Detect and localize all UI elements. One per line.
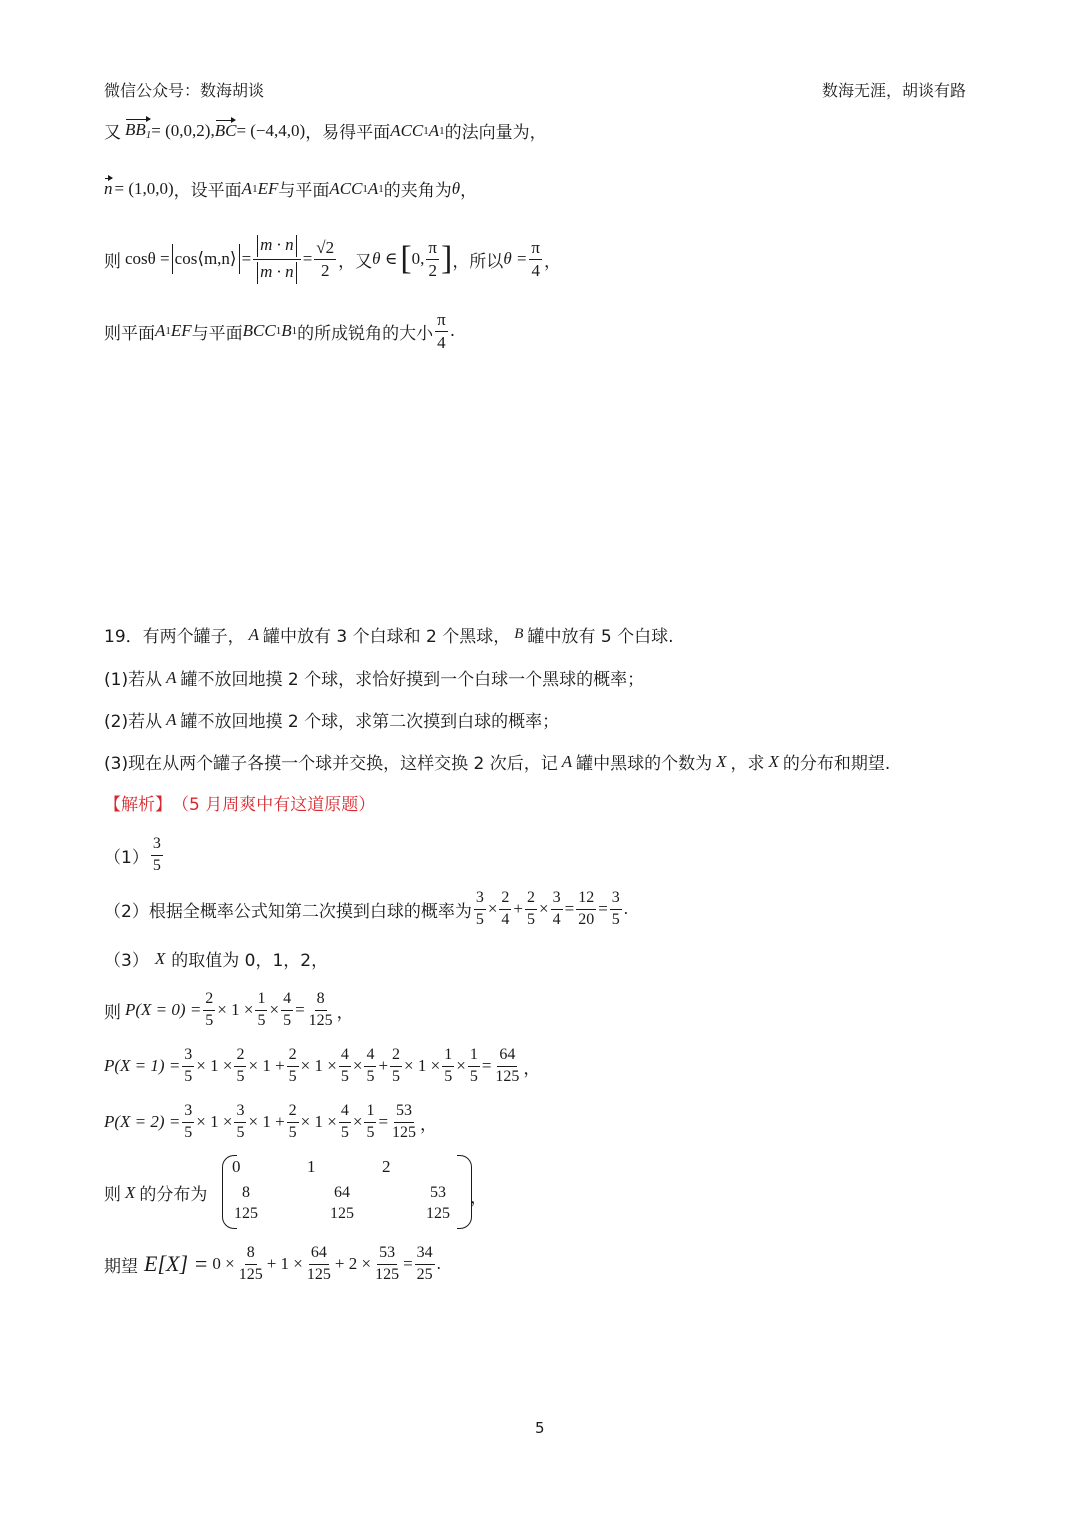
answer-1 [104, 830, 165, 880]
header-left: 微信公众号：数海胡谈 [104, 81, 265, 100]
solution-line-3: 则 cosθ = cos⟨m,n⟩ = $\frac{m \cdot n}{m \cdot n}$ = $\frac{√2}{2}$ ，又 θ ∈ [ 0, $\frac{\pi}{2}$ ] ，所以 θ = $\frac{\pi}{4}$ ， [104, 226, 561, 292]
dist-value-2: 2 [382, 1157, 391, 1176]
question-1 [104, 665, 644, 690]
text: 又 [104, 123, 121, 143]
var: B [514, 626, 524, 642]
fraction-sqrt2: $\frac{√2}{2}$ [316, 237, 335, 280]
plane-label: EF [170, 321, 192, 340]
plane-label: BCC [242, 321, 276, 340]
prob-x0: 则 P(X = 0) = $\frac{2}{5}$ × 1 × $\frac{1}{5}$ × $\frac{4}{5}$ = $\frac{8}{125}$ ， [104, 989, 354, 1029]
dist-prob-2: 53 125 [426, 1184, 450, 1222]
text: 与平面 [278, 181, 330, 201]
question-2 [104, 707, 559, 732]
plane-label: EF [257, 178, 279, 198]
text: （3） [104, 951, 149, 971]
math: P(X = 1) = [104, 1056, 181, 1075]
text: 则 [104, 1185, 121, 1205]
analysis-note: （5 月周爽中有这道原题） [172, 795, 376, 815]
dist-prob-1: 64 125 [330, 1184, 354, 1222]
solution-line-4: 则平面 A 1 EF 与平面 BCC 1 B 1 的所成锐角的大小 $\frac{\pi}{4}$ . [104, 309, 456, 352]
vector-bb1: $BB_1$ [125, 120, 152, 141]
var: A [166, 667, 177, 687]
fraction: $\frac{3}{5}$ [152, 834, 161, 874]
text: ，所以 [452, 251, 504, 272]
var: X [125, 1182, 136, 1202]
math: = (1,0,0) [114, 178, 174, 198]
math: E[X] = [144, 1251, 209, 1276]
text: 则平面 [104, 323, 155, 344]
math: = [302, 249, 313, 268]
text: (3)现在从两个罐子各摸一个球并交换，这样交换 2 次后，记 [104, 754, 558, 774]
text: 罐中黑球的个数为 [576, 754, 713, 774]
text: 的法向量为， [444, 123, 547, 143]
var: X [716, 751, 727, 771]
var: A [561, 751, 573, 771]
header-right: 数海无涯，胡谈有路 [822, 81, 967, 100]
text: ，设平面 [173, 181, 242, 201]
var: X [154, 948, 166, 968]
prob-x2: P(X = 2) = $\frac{3}{5}$ × 1 × $\frac{3}{5}$ × 1 + $\frac{2}{5}$ × 1 × $\frac{4}{5}$ × $\frac{1}{5}$ = $\frac{53}{125}$ ， [104, 1101, 438, 1141]
text: （2）根据全概率公式知第二次摸到白球的概率为 [104, 901, 472, 922]
distribution-table [222, 1155, 472, 1231]
text: ， [460, 181, 478, 201]
text: 的夹角为 [383, 181, 452, 201]
text: 罐不放回地摸 2 个球，求恰好摸到一个白球一个黑球的概率； [180, 670, 645, 690]
text: ，又 [338, 251, 373, 272]
problem-number: 19． [104, 627, 143, 647]
math: cos⟨m,n⟩ [174, 249, 237, 268]
var: X [768, 751, 779, 771]
problem-stem [104, 622, 673, 647]
plane-label: A [155, 321, 166, 340]
vector-bc: BC [214, 120, 237, 140]
theta: θ [451, 178, 461, 198]
plane-label: A [241, 178, 253, 198]
math: θ = [503, 249, 528, 268]
math: P(X = 2) = [104, 1112, 181, 1131]
text: (1)若从 [104, 670, 163, 690]
text: 有两个罐子， [142, 627, 245, 647]
text: 的所成锐角的大小 [297, 323, 434, 344]
analysis-tag: 【解析】 [104, 795, 172, 815]
answer-3-intro [104, 946, 328, 971]
var: A [166, 709, 177, 729]
vector-n: n [104, 178, 113, 198]
math: 0, [411, 249, 425, 268]
text: 的取值为 0，1，2， [171, 951, 329, 971]
prob-x1: P(X = 1) = $\frac{3}{5}$ × 1 × $\frac{2}{5}$ × 1 + $\frac{2}{5}$ × 1 × $\frac{4}{5}$ × $\frac{4}{5}$ + $\frac{2}{5}$ × 1 × $\frac{1}{5}$ × $\frac{1}{5}$ = $\frac{64}{125}$ ， [104, 1045, 541, 1085]
math: θ ∈ [372, 249, 398, 268]
text: 则 [104, 251, 121, 272]
dist-end: ， [470, 1188, 487, 1208]
text: 罐中放有 3 个白球和 2 个黑球， [263, 627, 511, 647]
text: 罐不放回地摸 2 个球，求第二次摸到白球的概率； [180, 712, 560, 732]
distribution-label [104, 1180, 207, 1205]
text: ， [543, 251, 561, 272]
plane-label: ACC [390, 120, 424, 140]
solution-line-1: 又 $BB_1$ = (0,0,2), BC = (−4,4,0) ，易得平面 ACC 1 A 1 的法向量为， [104, 120, 547, 143]
expectation: 期望 E[X] = 0 × $\frac{8}{125}$ + 1 × $\frac{64}{125}$ + 2 × $\frac{53}{125}$ = $\frac{34}{25}$ . [104, 1243, 441, 1283]
question-3 [104, 749, 890, 774]
text: ，求 [730, 754, 765, 774]
analysis-header [104, 790, 375, 815]
dist-prob-0: 8 125 [234, 1184, 258, 1222]
text: 的分布为 [139, 1185, 208, 1205]
text: 罐中放有 5 个白球. [527, 627, 674, 647]
page-number: 5 [535, 1419, 545, 1437]
plane-label: B [281, 321, 292, 340]
text: （1） [104, 847, 149, 868]
math: = [241, 249, 252, 268]
text: 与平面 [191, 323, 243, 344]
text: 则 [104, 1002, 121, 1023]
text: 的分布和期望. [782, 754, 891, 774]
math: P(X = 0) = [125, 1000, 202, 1019]
math: = (0,0,2), [151, 120, 215, 140]
fraction-cos: $\frac{m \cdot n}{m \cdot n}$ [253, 235, 301, 284]
text: ，易得平面 [305, 123, 391, 143]
dist-value-0: 0 [232, 1157, 241, 1176]
text: (2)若从 [104, 712, 163, 732]
text: . [449, 321, 456, 341]
text: 期望 [104, 1256, 138, 1277]
solution-line-2: n = (1,0,0) ，设平面 A 1 EF 与平面 ACC 1 A 1 的夹角为 θ ， [104, 176, 477, 201]
math: cosθ = [125, 249, 170, 268]
answer-2: （2）根据全概率公式知第二次摸到白球的概率为 $\frac{3}{5}$ × $\frac{2}{4}$ + $\frac{2}{5}$ × $\frac{3}{4}$ = $\frac{12}{20}$ = $\frac{3}{5}$ . [104, 888, 629, 928]
math: = (−4,4,0) [236, 120, 306, 140]
var: A [248, 624, 260, 644]
dist-value-1: 1 [307, 1157, 316, 1176]
plane-label: ACC [329, 178, 363, 198]
